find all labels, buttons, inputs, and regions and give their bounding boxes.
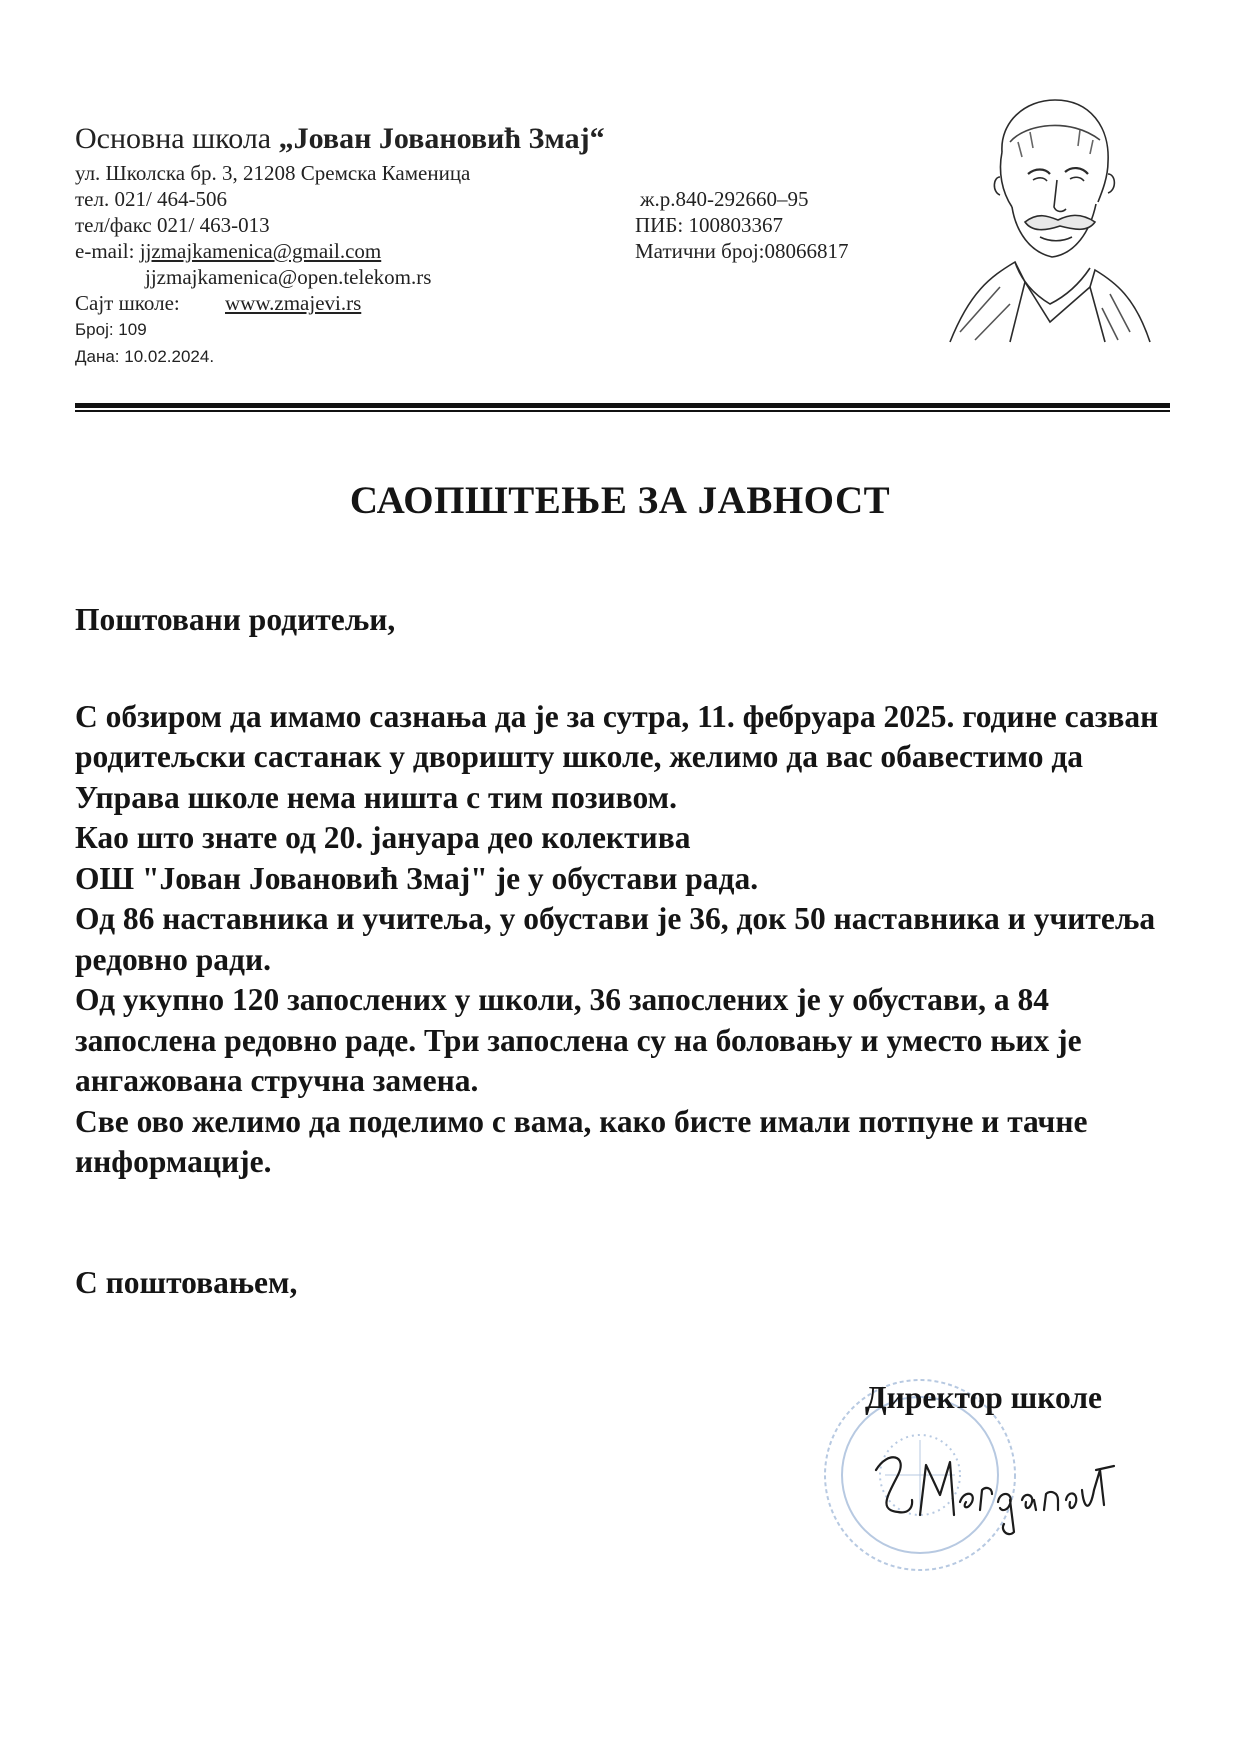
school-name — [75, 122, 955, 156]
website-label: Сајт школе: — [75, 291, 180, 315]
paragraph: ОШ "Јован Јовановић Змај" је у обустави рада. — [75, 860, 759, 896]
header-divider-thick — [75, 403, 1170, 408]
paragraph: С обзиром да имамо сазнања да је за сутра, 11. фебруара 2025. године сазван родитељски састанак у дворишту школе, желимо да вас обавестимо да Управа школе нема ништа с тим позивом. — [75, 698, 1159, 815]
document-number-text: Број: 109 — [75, 320, 147, 339]
page-title: САОПШТЕЊЕ ЗА ЈАВНОСТ — [349, 479, 891, 522]
closing: С поштовањем, — [75, 1264, 298, 1300]
website-line — [75, 290, 955, 316]
bank-account: ж.р.840-292660–95 — [640, 187, 809, 211]
school-name-title: „Јован Јовановић Змај“ — [278, 122, 605, 155]
paragraph: Као што знате од 20. јануара део колектива — [75, 820, 691, 855]
salutation: Поштовани родитељи, — [75, 602, 396, 637]
letterhead — [75, 122, 955, 370]
phone: тел. 021/ 464-506 — [75, 187, 228, 211]
address: ул. Школска бр. 3, 21208 Сремска Каменица — [75, 161, 471, 185]
email-link-primary[interactable]: jjzmajkamenica@gmail.com — [139, 239, 382, 263]
paragraph: Од 86 наставника и учитеља, у обустави је 36, док 50 наставника и учитеља редовно ради. — [75, 901, 1156, 977]
header-divider-thin — [75, 410, 1170, 412]
email-secondary: jjzmajkamenica@open.telekom.rs — [145, 265, 432, 289]
signature-title: Директор школе — [865, 1380, 1102, 1415]
letter-body — [75, 600, 1175, 1335]
school-name-prefix: Основна школа — [75, 122, 279, 155]
paragraph: Од укупно 120 запослених у школи, 36 запослених је у обустави, а 84 запослена редовно раде. Три запослена су на боловању и уместо њих је ангажована стручна замена. — [75, 982, 1082, 1098]
document-date-text: Дана: 10.02.2024. — [75, 347, 215, 366]
phone-line — [75, 186, 955, 212]
document-number — [75, 316, 955, 343]
paragraph: Све ово желимо да поделимо с вама, како бисте имали потпуне и тачне информације. — [75, 1103, 1088, 1179]
document-date — [75, 343, 955, 370]
email-line — [75, 238, 955, 264]
website-link[interactable]: www.zmajevi.rs — [225, 291, 362, 315]
email-line-2 — [75, 264, 955, 290]
director-signature — [868, 1430, 1118, 1540]
email-label: e-mail: — [75, 239, 140, 263]
tax-id: ПИБ: 100803367 — [635, 213, 783, 237]
fax: тел/факс 021/ 463-013 — [75, 213, 270, 237]
address-line — [75, 160, 955, 186]
body-paragraphs — [75, 697, 1175, 1183]
registry-number: Матични број:08066817 — [635, 239, 849, 263]
fax-line — [75, 212, 955, 238]
portrait-illustration — [930, 82, 1170, 352]
